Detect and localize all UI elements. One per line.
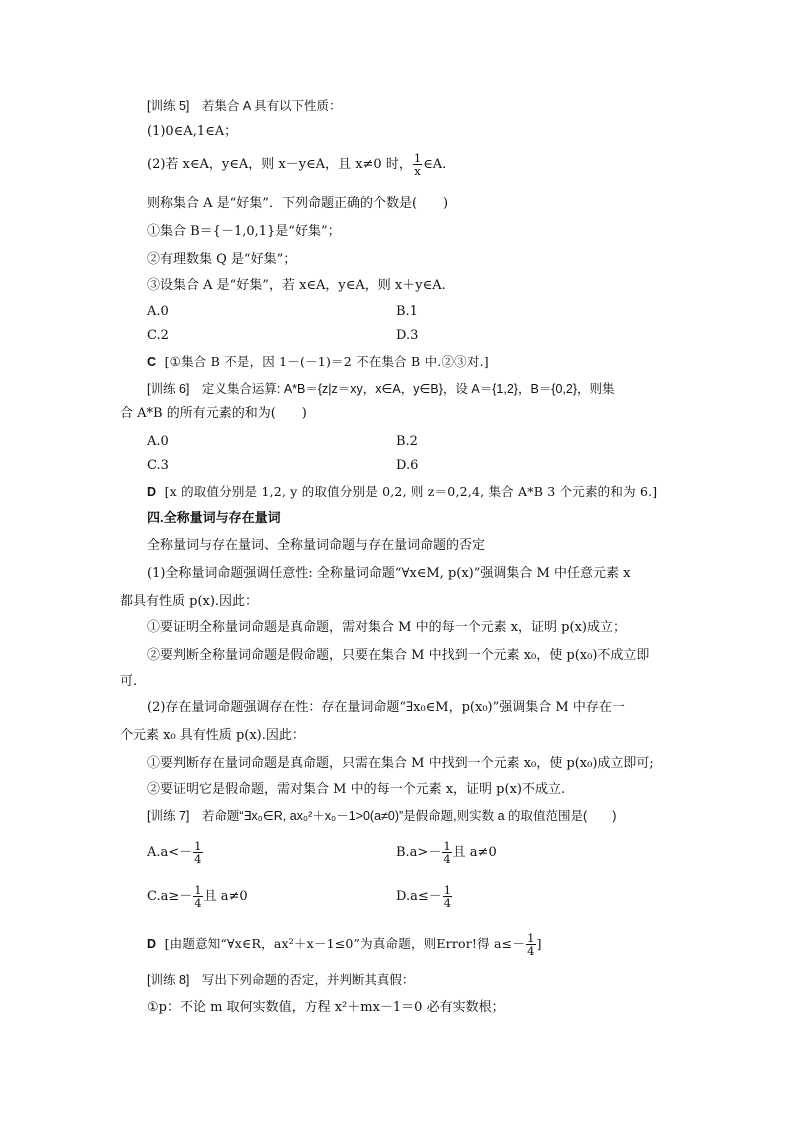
fraction-numerator: 1	[443, 839, 451, 853]
fraction-one-quarter	[526, 932, 536, 957]
answer-7	[147, 932, 707, 957]
existential-intro: (2)存在量词命题强调存在性：存在量词命题“∃x₀∈M，p(x₀)”强调集合 M 中存在一	[147, 700, 625, 715]
ex7-option-c-tail: 且 a≠0	[203, 889, 248, 904]
option-b: B.1	[396, 304, 418, 319]
option-c: C.2	[147, 328, 169, 343]
ex7-option-c-text: C.a≥－	[147, 889, 193, 904]
exercise-7-heading: [训练 7] 若命题“∃x₀∈R, ax₀²＋x₀－1>0(a≠0)”是假命题,则实数 a 的取值范围是( )	[147, 809, 617, 823]
section-subtitle: 全称量词与存在量词、全称量词命题与存在量词命题的否定	[147, 538, 486, 553]
option-a: A.0	[147, 304, 169, 319]
existential-point-1: ①要判断存在量词命题是真命题，只需在集合 M 中找到一个元素 x₀，使 p(x₀)成立即可;	[147, 756, 654, 771]
exercise-8-item-1: ①p：不论 m 取何实数值，方程 x²＋mx－1＝0 必有实数根；	[147, 1000, 505, 1015]
answer-7-tail: ]	[536, 936, 542, 951]
ex7-option-d-text: D.a≤－	[396, 889, 442, 904]
statement-3: ③设集合 A 是“好集”，若 x∈A，y∈A，则 x＋y∈A.	[147, 278, 446, 293]
property-1: (1)0∈A,1∈A；	[147, 124, 238, 139]
exercise-6-heading: [训练 6] 定义集合运算: A*B＝{z|z＝xy，x∈A，y∈B}，设 A＝{1,2}，B＝{0,2}，则集	[147, 382, 615, 396]
fraction-numerator: 1	[194, 883, 202, 897]
answer-7-explanation: [由题意知“∀x∈R，ax²＋x－1≤0”为真命题，则Error!得 a≤－	[164, 936, 526, 951]
fraction-numerator: 1	[194, 839, 202, 853]
exercise-5-heading: [训练 5] 若集合 A 具有以下性质：	[147, 99, 342, 113]
fraction-numerator: 1	[413, 151, 422, 165]
answer-5	[147, 354, 707, 370]
answer-5-key: C	[147, 355, 157, 369]
existential-point-2: ②要证明它是假命题，需对集合 M 中的每一个元素 x，证明 p(x)不成立.	[147, 782, 566, 797]
answer-6-key: D	[147, 485, 157, 499]
statement-1: ①集合 B＝{－1,0,1}是“好集”；	[147, 224, 341, 239]
ex7-option-d	[396, 884, 794, 909]
fraction-denominator: 4	[443, 852, 451, 866]
section-heading: 四.全称量词与存在量词	[147, 510, 281, 525]
fraction-numerator: 1	[443, 883, 452, 897]
fraction-one-quarter	[443, 884, 452, 909]
ex7-option-b-tail: 且 a≠0	[452, 845, 497, 860]
fraction-one-quarter	[442, 840, 451, 865]
answer-5-explanation: [①集合 B 不是，因 1－(－1)＝2 不在集合 B 中.②③对.]	[164, 354, 489, 369]
fraction-one-quarter	[193, 840, 202, 865]
universal-point-2: ②要判断全称量词命题是假命题，只要在集合 M 中找到一个元素 x₀，使 p(x₀)不成立即	[147, 648, 650, 663]
statement-2: ②有理数集 Q 是“好集”；	[147, 252, 297, 267]
ex6-option-c: C.3	[147, 458, 169, 473]
fraction-denominator: 4	[527, 944, 535, 958]
fraction-denominator: 4	[443, 896, 452, 910]
fraction-one-over-x	[413, 152, 422, 177]
ex7-option-a-text: A.a<－	[147, 845, 193, 860]
good-set-definition: 则称集合 A 是“好集”．下列命题正确的个数是( )	[147, 196, 449, 211]
property-2-tail: ∈A.	[423, 157, 447, 172]
exercise-8-heading: [训练 8] 写出下列命题的否定，并判断其真假：	[147, 973, 415, 987]
property-2-text: (2)若 x∈A，y∈A，则 x－y∈A，且 x≠0 时，	[147, 157, 412, 172]
ex6-option-b: B.2	[396, 434, 418, 449]
universal-point-2-cont: 可.	[120, 674, 138, 689]
fraction-numerator: 1	[527, 931, 535, 945]
universal-intro: (1)全称量词命题强调任意性: 全称量词命题“∀x∈M, p(x)”强调集合 M 中任意元素 x	[147, 566, 631, 581]
answer-7-key: D	[147, 937, 157, 951]
universal-point-1: ①要证明全称量词命题是真命题，需对集合 M 中的每一个元素 x，证明 p(x)成立；	[147, 620, 626, 635]
fraction-denominator: 4	[194, 852, 202, 866]
exercise-6-question: 合 A*B 的所有元素的和为( )	[120, 406, 307, 421]
fraction-denominator: 4	[194, 896, 202, 910]
ex6-option-a: A.0	[147, 434, 169, 449]
answer-6	[147, 484, 707, 500]
ex7-option-b	[396, 840, 794, 865]
universal-intro-cont: 都具有性质 p(x).因此：	[120, 594, 259, 609]
option-d: D.3	[396, 328, 419, 343]
fraction-denominator: x	[414, 164, 421, 178]
ex7-option-b-text: B.a>－	[396, 845, 442, 860]
existential-intro-cont: 个元素 x₀ 具有性质 p(x).因此：	[120, 728, 305, 743]
fraction-one-quarter	[193, 884, 202, 909]
property-2	[147, 152, 707, 177]
answer-6-explanation: [x 的取值分别是 1,2, y 的取值分别是 0,2, 则 z＝0,2,4, 集合 A*B 3 个元素的和为 6.]	[164, 484, 658, 499]
ex6-option-d: D.6	[396, 458, 419, 473]
